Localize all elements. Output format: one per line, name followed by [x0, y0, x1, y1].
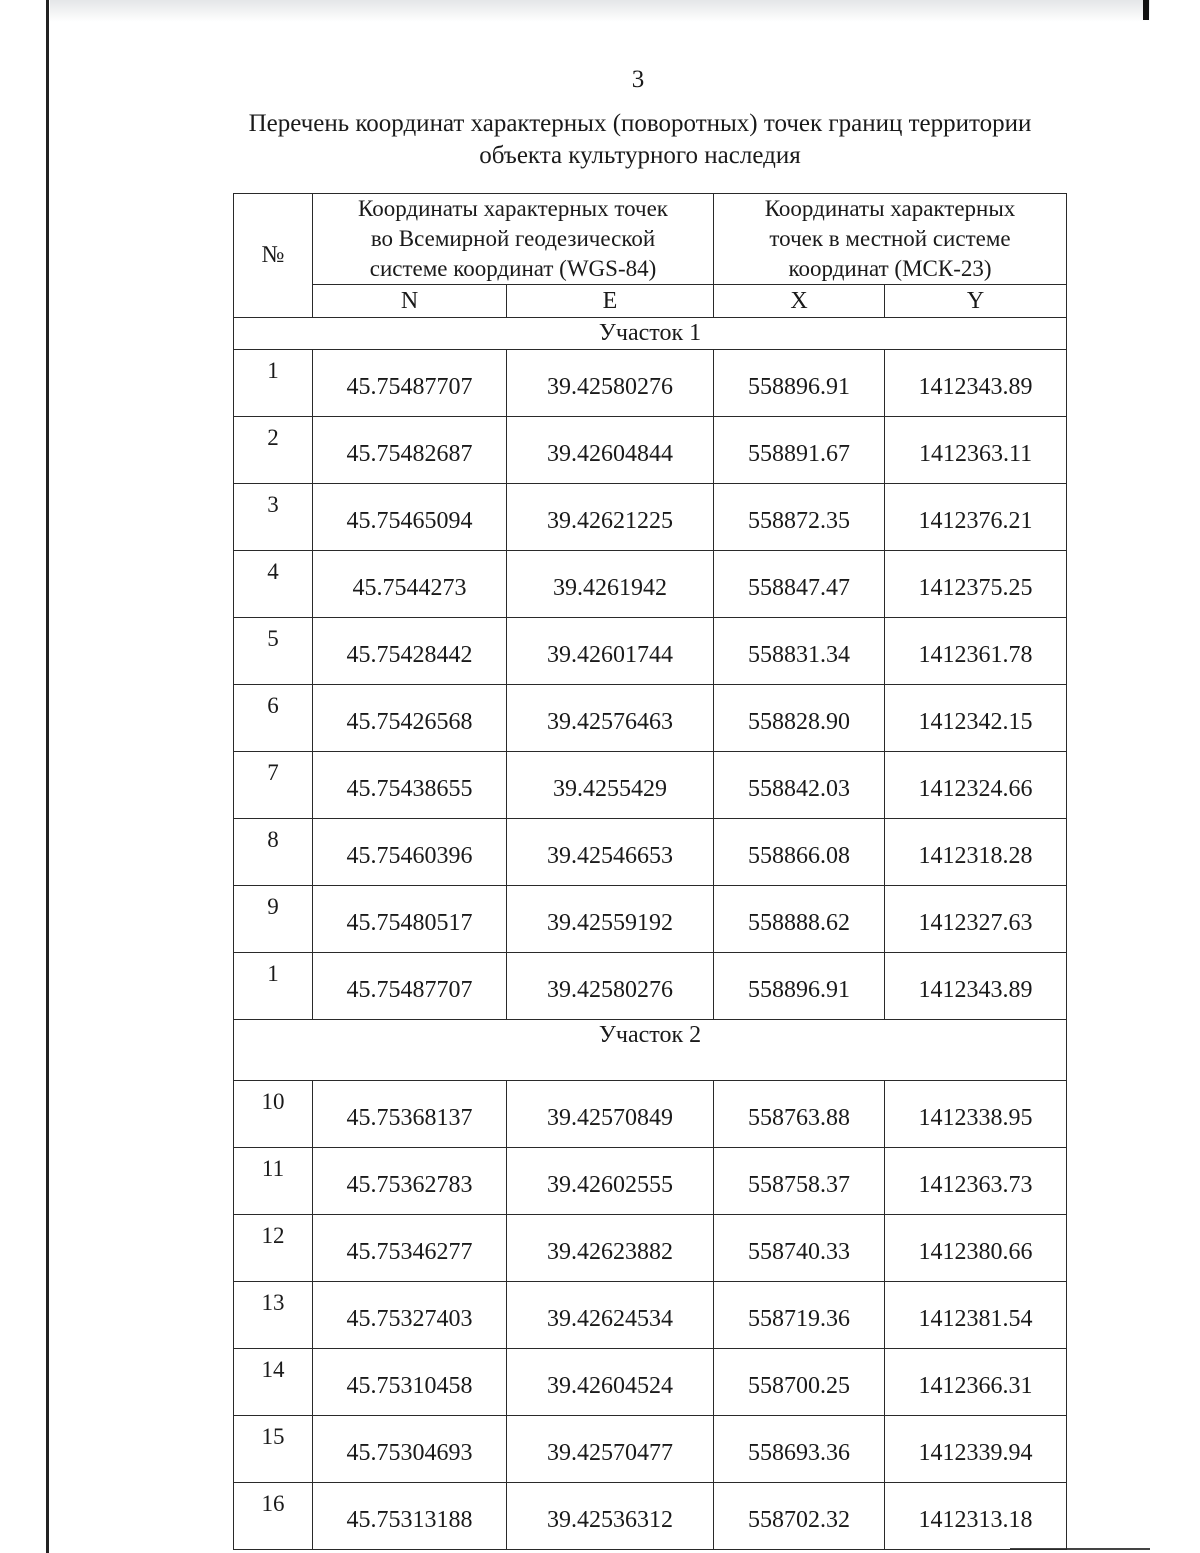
latitude-n-cell: 45.75487707 [313, 953, 507, 1020]
msk-y-cell: 1412318.28 [885, 819, 1067, 886]
point-number-cell: 11 [234, 1148, 313, 1215]
msk-x-cell: 558872.35 [714, 484, 885, 551]
longitude-e-cell: 39.42570477 [507, 1416, 714, 1483]
scan-shadow-top [50, 0, 1150, 22]
latitude-n-cell: 45.75428442 [313, 618, 507, 685]
latitude-n-cell: 45.75487707 [313, 350, 507, 417]
table-row [234, 417, 1067, 484]
latitude-n-cell: 45.75304693 [313, 1416, 507, 1483]
longitude-e-cell: 39.42604844 [507, 417, 714, 484]
point-number-cell: 16 [234, 1483, 313, 1550]
msk-x-cell: 558758.37 [714, 1148, 885, 1215]
msk-y-cell: 1412363.11 [885, 417, 1067, 484]
longitude-e-cell: 39.4261942 [507, 551, 714, 618]
table-row [234, 350, 1067, 417]
table-row [234, 685, 1067, 752]
point-number-cell: 9 [234, 886, 313, 953]
point-number-cell: 13 [234, 1282, 313, 1349]
latitude-n-cell: 45.75482687 [313, 417, 507, 484]
msk-y-cell: 1412361.78 [885, 618, 1067, 685]
point-number-cell: 4 [234, 551, 313, 618]
document-title-line-2: объекта культурного наследия [479, 142, 801, 169]
msk-x-cell: 558888.62 [714, 886, 885, 953]
latitude-n-cell: 45.75460396 [313, 819, 507, 886]
msk-y-cell: 1412343.89 [885, 350, 1067, 417]
table-row [234, 1215, 1067, 1282]
table-row [234, 886, 1067, 953]
table-row [234, 1416, 1067, 1483]
header-wgs84-line-1: Координаты характерных точек [358, 196, 668, 221]
point-number-cell: 6 [234, 685, 313, 752]
longitude-e-cell: 39.42604524 [507, 1349, 714, 1416]
longitude-e-cell: 39.42559192 [507, 886, 714, 953]
latitude-n-cell: 45.75310458 [313, 1349, 507, 1416]
longitude-e-cell: 39.42601744 [507, 618, 714, 685]
table-row [234, 953, 1067, 1020]
longitude-e-cell: 39.42580276 [507, 350, 714, 417]
msk-x-cell: 558896.91 [714, 953, 885, 1020]
table-row [234, 1282, 1067, 1349]
longitude-e-cell: 39.42576463 [507, 685, 714, 752]
point-number-cell: 1 [234, 953, 313, 1020]
latitude-n-cell: 45.75346277 [313, 1215, 507, 1282]
msk-y-cell: 1412366.31 [885, 1349, 1067, 1416]
longitude-e-cell: 39.42546653 [507, 819, 714, 886]
msk-x-cell: 558740.33 [714, 1215, 885, 1282]
latitude-n-cell: 45.75368137 [313, 1081, 507, 1148]
document-title-line-1: Перечень координат характерных (поворотных) точек границ территории [248, 110, 1032, 137]
latitude-n-cell: 45.75313188 [313, 1483, 507, 1550]
header-x-cell: X [714, 285, 885, 318]
msk-x-cell: 558891.67 [714, 417, 885, 484]
header-msk23-line-2: точек в местной системе [769, 226, 1011, 251]
table-row [234, 551, 1067, 618]
header-msk23-cell [714, 194, 1067, 285]
longitude-e-cell: 39.42623882 [507, 1215, 714, 1282]
msk-y-cell: 1412375.25 [885, 551, 1067, 618]
table-row [234, 752, 1067, 819]
header-wgs84-cell [313, 194, 714, 285]
msk-x-cell: 558719.36 [714, 1282, 885, 1349]
longitude-e-cell: 39.4255429 [507, 752, 714, 819]
scan-edge-left [46, 0, 49, 1553]
point-number-cell: 14 [234, 1349, 313, 1416]
coordinates-table [233, 193, 1067, 1550]
table-header-row [234, 194, 1067, 285]
msk-y-cell: 1412327.63 [885, 886, 1067, 953]
point-number-cell: 2 [234, 417, 313, 484]
longitude-e-cell: 39.42624534 [507, 1282, 714, 1349]
msk-x-cell: 558847.47 [714, 551, 885, 618]
latitude-n-cell: 45.75327403 [313, 1282, 507, 1349]
longitude-e-cell: 39.42536312 [507, 1483, 714, 1550]
msk-x-cell: 558763.88 [714, 1081, 885, 1148]
point-number-cell: 8 [234, 819, 313, 886]
msk-y-cell: 1412338.95 [885, 1081, 1067, 1148]
longitude-e-cell: 39.42580276 [507, 953, 714, 1020]
msk-y-cell: 1412339.94 [885, 1416, 1067, 1483]
point-number-cell: 7 [234, 752, 313, 819]
scan-edge-right [1143, 0, 1149, 20]
header-msk23-line-1: Координаты характерных [764, 196, 1016, 221]
longitude-e-cell: 39.42621225 [507, 484, 714, 551]
point-number-cell: 5 [234, 618, 313, 685]
msk-x-cell: 558866.08 [714, 819, 885, 886]
msk-y-cell: 1412381.54 [885, 1282, 1067, 1349]
section-label: Участок 2 [234, 1020, 1067, 1081]
msk-x-cell: 558828.90 [714, 685, 885, 752]
latitude-n-cell: 45.75480517 [313, 886, 507, 953]
header-number-cell: № [234, 194, 313, 318]
point-number-cell: 3 [234, 484, 313, 551]
header-n-cell: N [313, 285, 507, 318]
longitude-e-cell: 39.42570849 [507, 1081, 714, 1148]
latitude-n-cell: 45.75362783 [313, 1148, 507, 1215]
msk-x-cell: 558842.03 [714, 752, 885, 819]
section-row [234, 318, 1067, 350]
point-number-cell: 1 [234, 350, 313, 417]
point-number-cell: 10 [234, 1081, 313, 1148]
msk-y-cell: 1412343.89 [885, 953, 1067, 1020]
msk-x-cell: 558693.36 [714, 1416, 885, 1483]
msk-x-cell: 558831.34 [714, 618, 885, 685]
table-subheader-row [234, 285, 1067, 318]
msk-y-cell: 1412342.15 [885, 685, 1067, 752]
msk-x-cell: 558702.32 [714, 1483, 885, 1550]
header-msk23-line-3: координат (МСК-23) [788, 256, 992, 281]
header-e-cell: E [507, 285, 714, 318]
table-row [234, 1081, 1067, 1148]
latitude-n-cell: 45.75426568 [313, 685, 507, 752]
msk-y-cell: 1412324.66 [885, 752, 1067, 819]
latitude-n-cell: 45.75465094 [313, 484, 507, 551]
table-row [234, 1148, 1067, 1215]
section-label: Участок 1 [234, 318, 1067, 350]
msk-y-cell: 1412363.73 [885, 1148, 1067, 1215]
table-row [234, 618, 1067, 685]
msk-y-cell: 1412376.21 [885, 484, 1067, 551]
latitude-n-cell: 45.7544273 [313, 551, 507, 618]
longitude-e-cell: 39.42602555 [507, 1148, 714, 1215]
header-y-cell: Y [885, 285, 1067, 318]
latitude-n-cell: 45.75438655 [313, 752, 507, 819]
section-row [234, 1020, 1067, 1081]
msk-x-cell: 558700.25 [714, 1349, 885, 1416]
msk-y-cell: 1412380.66 [885, 1215, 1067, 1282]
table-row [234, 1483, 1067, 1550]
msk-x-cell: 558896.91 [714, 350, 885, 417]
header-wgs84-line-3: системе координат (WGS-84) [369, 256, 657, 281]
document-title [215, 108, 1065, 172]
point-number-cell: 12 [234, 1215, 313, 1282]
table-row [234, 819, 1067, 886]
table-row [234, 484, 1067, 551]
page-number: 3 [631, 66, 645, 93]
point-number-cell: 15 [234, 1416, 313, 1483]
table-row [234, 1349, 1067, 1416]
msk-y-cell: 1412313.18 [885, 1483, 1067, 1550]
header-wgs84-line-2: во Всемирной геодезической [370, 226, 656, 251]
